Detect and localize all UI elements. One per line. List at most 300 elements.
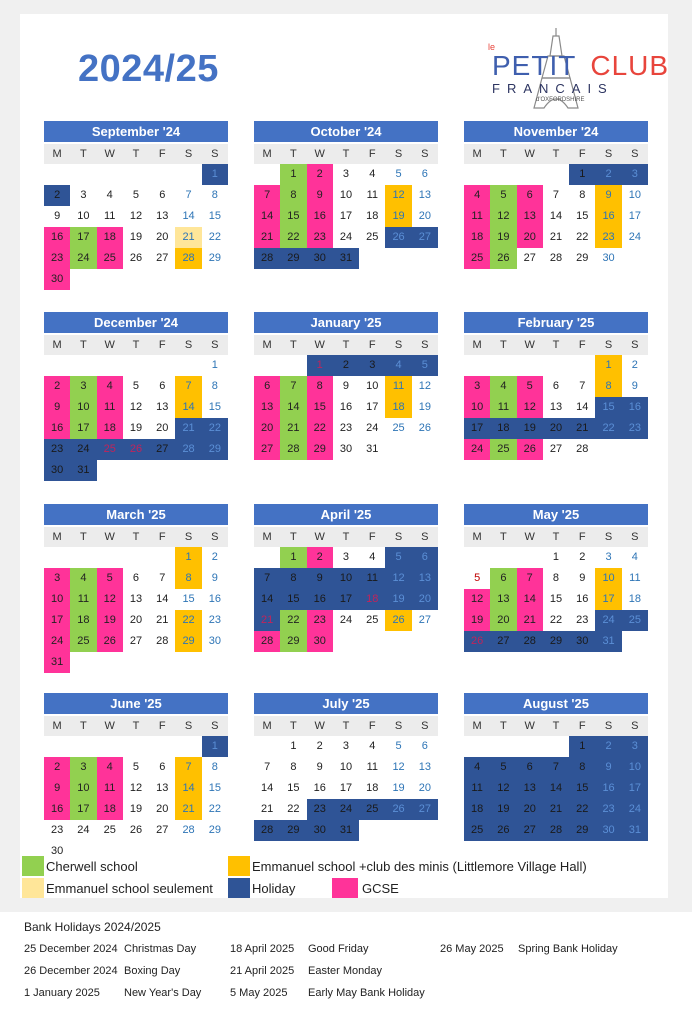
day-cell: 14 xyxy=(280,397,306,418)
day-cell: 10 xyxy=(622,757,648,778)
weekday-label: T xyxy=(500,339,507,351)
day-cell: 24 xyxy=(339,231,353,243)
day-cell: 4 xyxy=(369,551,376,563)
day-cell: 9 xyxy=(307,185,333,206)
day-cell: 16 xyxy=(44,418,70,439)
day-cell: 6 xyxy=(132,572,140,584)
day-cell: 8 xyxy=(211,189,218,201)
day-cell: 28 xyxy=(254,631,280,652)
day-cell: 14 xyxy=(549,210,563,222)
weekday-label: T xyxy=(290,148,297,160)
empty-day-cell xyxy=(44,164,70,185)
day-cell: 22 xyxy=(549,614,563,626)
day-cell: 18 xyxy=(70,610,96,631)
day-cell: 1 xyxy=(280,164,306,185)
day-cell: 24 xyxy=(70,439,96,460)
weekday-label: T xyxy=(342,339,350,351)
empty-day-cell xyxy=(490,355,516,376)
empty-day-cell xyxy=(543,164,569,185)
bank-holiday-name: Easter Monday xyxy=(308,965,382,977)
empty-day-cell xyxy=(517,164,543,185)
day-cell: 1 xyxy=(307,355,333,376)
month-block xyxy=(44,504,228,673)
days-grid xyxy=(464,736,648,841)
club-logo xyxy=(486,26,670,110)
day-cell: 21 xyxy=(261,803,274,815)
day-cell: 3 xyxy=(622,736,648,757)
day-cell: 26 xyxy=(418,422,431,434)
day-cell: 23 xyxy=(576,614,589,626)
weekday-label: M xyxy=(262,339,272,351)
day-cell: 10 xyxy=(628,189,641,201)
weekday-label: M xyxy=(472,720,482,732)
day-cell: 6 xyxy=(552,380,560,392)
day-cell: 3 xyxy=(605,551,612,563)
day-cell: 22 xyxy=(202,418,228,439)
month-block xyxy=(464,693,648,841)
day-cell: 29 xyxy=(543,631,569,652)
day-cell: 30 xyxy=(307,248,333,269)
empty-day-cell xyxy=(490,736,516,757)
empty-day-cell xyxy=(123,164,149,185)
day-cell: 31 xyxy=(44,652,70,673)
day-cell: 15 xyxy=(280,206,306,227)
day-cell: 15 xyxy=(576,210,589,222)
day-cell: 6 xyxy=(517,185,543,206)
bank-holiday-name: Good Friday xyxy=(308,943,369,955)
weekday-label: W xyxy=(104,531,115,543)
day-cell: 17 xyxy=(70,799,96,820)
day-cell: 23 xyxy=(208,614,221,626)
page-title: 2024/25 xyxy=(78,48,219,90)
weekday-label: T xyxy=(500,720,507,732)
bank-holiday-date: 5 May 2025 xyxy=(230,987,288,999)
day-cell: 24 xyxy=(339,614,353,626)
weekday-row xyxy=(464,716,648,736)
day-cell: 25 xyxy=(392,422,405,434)
day-cell: 17 xyxy=(628,210,641,222)
day-cell: 12 xyxy=(129,210,143,222)
weekday-label: W xyxy=(314,148,325,160)
day-cell: 24 xyxy=(44,631,70,652)
day-cell: 14 xyxy=(175,397,201,418)
day-cell: 19 xyxy=(385,589,411,610)
day-cell: 5 xyxy=(395,168,402,180)
weekday-label: F xyxy=(158,339,166,351)
empty-day-cell xyxy=(254,355,280,376)
day-cell: 25 xyxy=(97,439,123,460)
weekday-row xyxy=(44,527,228,547)
empty-day-cell xyxy=(464,736,490,757)
day-cell: 17 xyxy=(70,418,96,439)
empty-day-cell xyxy=(70,355,96,376)
weekday-row xyxy=(254,335,438,355)
day-cell: 1 xyxy=(552,551,560,563)
weekday-label: S xyxy=(394,720,403,732)
day-cell: 23 xyxy=(44,439,70,460)
day-cell: 22 xyxy=(280,610,306,631)
days-grid xyxy=(44,164,228,290)
day-cell: 6 xyxy=(517,757,543,778)
day-cell: 9 xyxy=(595,185,621,206)
day-cell: 28 xyxy=(280,439,306,460)
day-cell: 20 xyxy=(412,589,438,610)
day-cell: 27 xyxy=(129,635,143,647)
day-cell: 26 xyxy=(490,820,516,841)
day-cell: 7 xyxy=(264,761,271,773)
day-cell: 15 xyxy=(182,593,195,605)
day-cell: 13 xyxy=(517,778,543,799)
day-cell: 4 xyxy=(106,189,113,201)
weekday-label: W xyxy=(104,148,115,160)
weekday-label: W xyxy=(524,339,535,351)
day-cell: 1 xyxy=(175,547,201,568)
month-block xyxy=(254,312,438,460)
day-cell: 2 xyxy=(44,376,70,397)
weekday-label: T xyxy=(552,339,560,351)
day-cell: 7 xyxy=(543,757,569,778)
day-cell: 14 xyxy=(261,782,274,794)
weekday-label: F xyxy=(578,531,586,543)
empty-day-cell xyxy=(175,736,201,757)
day-cell: 5 xyxy=(395,740,402,752)
month-block xyxy=(254,121,438,269)
legend-label: Emmanuel school +club des minis (Littlemore Village Hall) xyxy=(252,858,587,874)
weekday-label: W xyxy=(314,720,325,732)
empty-day-cell xyxy=(254,164,280,185)
legend-gcse xyxy=(332,878,399,898)
day-cell: 29 xyxy=(202,439,228,460)
day-cell: 16 xyxy=(339,401,353,413)
day-cell: 24 xyxy=(628,231,641,243)
day-cell: 13 xyxy=(129,593,143,605)
day-cell: 21 xyxy=(543,799,569,820)
day-cell: 20 xyxy=(156,422,169,434)
day-cell: 10 xyxy=(70,397,96,418)
month-block xyxy=(44,693,228,862)
weekday-label: M xyxy=(472,531,482,543)
day-cell: 2 xyxy=(595,164,621,185)
day-cell: 5 xyxy=(490,757,516,778)
legend-label: Cherwell school xyxy=(46,858,138,874)
day-cell: 22 xyxy=(569,799,595,820)
days-grid xyxy=(464,547,648,652)
empty-day-cell xyxy=(254,547,280,568)
empty-day-cell xyxy=(44,736,70,757)
day-cell: 15 xyxy=(569,778,595,799)
day-cell: 14 xyxy=(254,589,280,610)
day-cell: 16 xyxy=(313,782,326,794)
days-grid xyxy=(254,736,438,841)
day-cell: 28 xyxy=(517,631,543,652)
day-cell: 13 xyxy=(490,589,516,610)
empty-day-cell xyxy=(149,736,175,757)
day-cell: 3 xyxy=(464,376,490,397)
day-cell: 15 xyxy=(595,397,621,418)
day-cell: 1 xyxy=(211,359,218,371)
day-cell: 22 xyxy=(307,418,333,439)
empty-day-cell xyxy=(569,355,595,376)
month-header: September '24 xyxy=(44,121,228,142)
day-cell: 19 xyxy=(490,799,516,820)
logo-brand xyxy=(492,50,669,82)
day-cell: 13 xyxy=(156,782,169,794)
day-cell: 16 xyxy=(208,593,221,605)
days-grid xyxy=(464,355,648,460)
month-header: August '25 xyxy=(464,693,648,714)
day-cell: 27 xyxy=(418,614,431,626)
day-cell: 24 xyxy=(77,824,90,836)
day-cell: 29 xyxy=(208,252,221,264)
empty-day-cell xyxy=(175,164,201,185)
day-cell: 2 xyxy=(579,551,586,563)
empty-day-cell xyxy=(490,547,516,568)
day-cell: 3 xyxy=(359,355,385,376)
day-cell: 1 xyxy=(280,547,306,568)
legend-swatch-beige xyxy=(22,878,44,898)
day-cell: 15 xyxy=(208,401,221,413)
empty-day-cell xyxy=(490,164,516,185)
month-header: November '24 xyxy=(464,121,648,142)
weekday-label: M xyxy=(472,339,482,351)
day-cell: 11 xyxy=(385,376,411,397)
day-cell: 9 xyxy=(54,210,61,222)
day-cell: 30 xyxy=(602,252,615,264)
day-cell: 1 xyxy=(569,736,595,757)
day-cell: 28 xyxy=(254,248,280,269)
empty-day-cell xyxy=(149,355,175,376)
legend-cherwell xyxy=(22,856,138,876)
day-cell: 7 xyxy=(552,189,560,201)
weekday-label: S xyxy=(211,148,219,160)
day-cell: 16 xyxy=(44,799,70,820)
day-cell: 18 xyxy=(464,799,490,820)
weekday-label: S xyxy=(184,531,193,543)
day-cell: 9 xyxy=(631,380,638,392)
day-cell: 24 xyxy=(70,248,96,269)
day-cell: 5 xyxy=(490,185,516,206)
day-cell: 10 xyxy=(339,189,353,201)
day-cell: 8 xyxy=(579,189,586,201)
weekday-label: F xyxy=(158,148,166,160)
month-header: June '25 xyxy=(44,693,228,714)
weekday-label: S xyxy=(421,531,429,543)
day-cell: 30 xyxy=(595,820,621,841)
weekday-label: T xyxy=(342,531,350,543)
month-block xyxy=(254,693,438,841)
day-cell: 2 xyxy=(307,164,333,185)
day-cell: 12 xyxy=(490,206,516,227)
legend-swatch-green xyxy=(22,856,44,876)
day-cell: 30 xyxy=(339,443,353,455)
day-cell: 7 xyxy=(185,189,192,201)
day-cell: 26 xyxy=(517,439,543,460)
day-cell: 19 xyxy=(464,610,490,631)
weekday-label: S xyxy=(184,339,193,351)
day-cell: 5 xyxy=(132,189,140,201)
day-cell: 13 xyxy=(254,397,280,418)
day-cell: 17 xyxy=(70,227,96,248)
day-cell: 11 xyxy=(103,210,116,222)
weekday-label: T xyxy=(552,148,560,160)
weekday-row xyxy=(464,527,648,547)
day-cell: 6 xyxy=(159,189,166,201)
day-cell: 11 xyxy=(70,589,96,610)
day-cell: 13 xyxy=(156,401,169,413)
day-cell: 28 xyxy=(576,443,589,455)
day-cell: 16 xyxy=(595,778,621,799)
month-block xyxy=(44,312,228,481)
day-cell: 25 xyxy=(359,799,385,820)
day-cell: 9 xyxy=(342,380,350,392)
legend xyxy=(22,856,662,900)
legend-swatch-yellow xyxy=(228,856,250,876)
day-cell: 24 xyxy=(333,799,359,820)
days-grid xyxy=(464,164,648,269)
day-cell: 19 xyxy=(129,422,143,434)
day-cell: 11 xyxy=(359,568,385,589)
day-cell: 7 xyxy=(254,185,280,206)
day-cell: 23 xyxy=(339,422,353,434)
day-cell: 30 xyxy=(307,631,333,652)
day-cell: 19 xyxy=(490,227,516,248)
weekday-label: W xyxy=(104,720,115,732)
month-block xyxy=(464,121,648,269)
day-cell: 3 xyxy=(70,757,96,778)
day-cell: 30 xyxy=(51,845,64,857)
day-cell: 1 xyxy=(202,736,228,757)
weekday-label: F xyxy=(578,148,586,160)
day-cell: 17 xyxy=(595,589,621,610)
day-cell: 28 xyxy=(182,824,195,836)
day-cell: 21 xyxy=(549,231,563,243)
day-cell: 16 xyxy=(622,397,648,418)
logo-oxfordshire: d'OXFORDSHIRE xyxy=(536,97,585,103)
day-cell: 7 xyxy=(159,572,166,584)
day-cell: 12 xyxy=(129,782,143,794)
day-cell: 26 xyxy=(123,439,149,460)
day-cell: 6 xyxy=(421,168,428,180)
weekday-label: S xyxy=(184,148,193,160)
day-cell: 19 xyxy=(97,610,123,631)
day-cell: 11 xyxy=(629,572,641,584)
day-cell: 8 xyxy=(595,376,621,397)
day-cell: 28 xyxy=(156,635,169,647)
day-cell: 16 xyxy=(44,227,70,248)
day-cell: 27 xyxy=(549,443,563,455)
day-cell: 10 xyxy=(77,210,90,222)
month-header: January '25 xyxy=(254,312,438,333)
day-cell: 18 xyxy=(628,593,641,605)
day-cell: 13 xyxy=(418,761,431,773)
day-cell: 12 xyxy=(392,761,405,773)
legend-emmanuel-club xyxy=(228,856,587,876)
day-cell: 5 xyxy=(97,568,123,589)
month-block xyxy=(254,504,438,652)
day-cell: 26 xyxy=(129,252,143,264)
day-cell: 19 xyxy=(392,782,405,794)
day-cell: 7 xyxy=(579,380,586,392)
day-cell: 6 xyxy=(159,761,166,773)
day-cell: 12 xyxy=(129,401,143,413)
day-cell: 8 xyxy=(307,376,333,397)
day-cell: 17 xyxy=(339,782,353,794)
weekday-label: S xyxy=(394,531,403,543)
day-cell: 22 xyxy=(576,231,589,243)
day-cell: 11 xyxy=(366,761,378,773)
empty-day-cell xyxy=(97,736,123,757)
empty-day-cell xyxy=(70,736,96,757)
day-cell: 21 xyxy=(175,418,201,439)
day-cell: 14 xyxy=(543,778,569,799)
weekday-label: T xyxy=(80,720,87,732)
weekday-label: S xyxy=(604,148,613,160)
day-cell: 21 xyxy=(175,799,201,820)
day-cell: 23 xyxy=(307,799,333,820)
days-grid xyxy=(44,736,228,862)
empty-day-cell xyxy=(517,355,543,376)
day-cell: 8 xyxy=(211,380,218,392)
weekday-label: M xyxy=(52,531,62,543)
weekday-label: M xyxy=(52,339,62,351)
day-cell: 6 xyxy=(412,547,438,568)
day-cell: 2 xyxy=(211,551,218,563)
day-cell: 11 xyxy=(97,397,123,418)
day-cell: 20 xyxy=(156,231,169,243)
weekday-row xyxy=(44,716,228,736)
weekday-label: F xyxy=(578,720,586,732)
day-cell: 15 xyxy=(549,593,563,605)
day-cell: 14 xyxy=(254,206,280,227)
day-cell: 29 xyxy=(307,439,333,460)
month-header: December '24 xyxy=(44,312,228,333)
day-cell: 25 xyxy=(103,824,116,836)
weekday-label: S xyxy=(631,148,639,160)
day-cell: 9 xyxy=(307,568,333,589)
days-grid xyxy=(44,355,228,481)
day-cell: 5 xyxy=(132,761,140,773)
legend-label: GCSE xyxy=(362,880,399,896)
day-cell: 22 xyxy=(280,227,306,248)
day-cell: 29 xyxy=(175,631,201,652)
day-cell: 8 xyxy=(175,568,201,589)
day-cell: 1 xyxy=(202,164,228,185)
weekday-label: T xyxy=(290,339,297,351)
weekday-label: W xyxy=(524,148,535,160)
day-cell: 17 xyxy=(44,610,70,631)
weekday-label: W xyxy=(524,720,535,732)
weekday-label: W xyxy=(314,339,325,351)
day-cell: 25 xyxy=(622,610,648,631)
day-cell: 2 xyxy=(307,547,333,568)
weekday-label: F xyxy=(368,720,376,732)
day-cell: 11 xyxy=(366,189,378,201)
legend-emmanuel-only xyxy=(22,878,213,898)
empty-day-cell xyxy=(517,547,543,568)
day-cell: 22 xyxy=(208,231,221,243)
day-cell: 28 xyxy=(175,439,201,460)
weekday-label: S xyxy=(394,148,403,160)
day-cell: 27 xyxy=(156,824,169,836)
day-cell: 24 xyxy=(622,799,648,820)
day-cell: 7 xyxy=(175,757,201,778)
day-cell: 20 xyxy=(517,799,543,820)
weekday-row xyxy=(44,335,228,355)
day-cell: 18 xyxy=(366,210,379,222)
day-cell: 26 xyxy=(97,631,123,652)
day-cell: 23 xyxy=(51,824,64,836)
day-cell: 28 xyxy=(543,820,569,841)
